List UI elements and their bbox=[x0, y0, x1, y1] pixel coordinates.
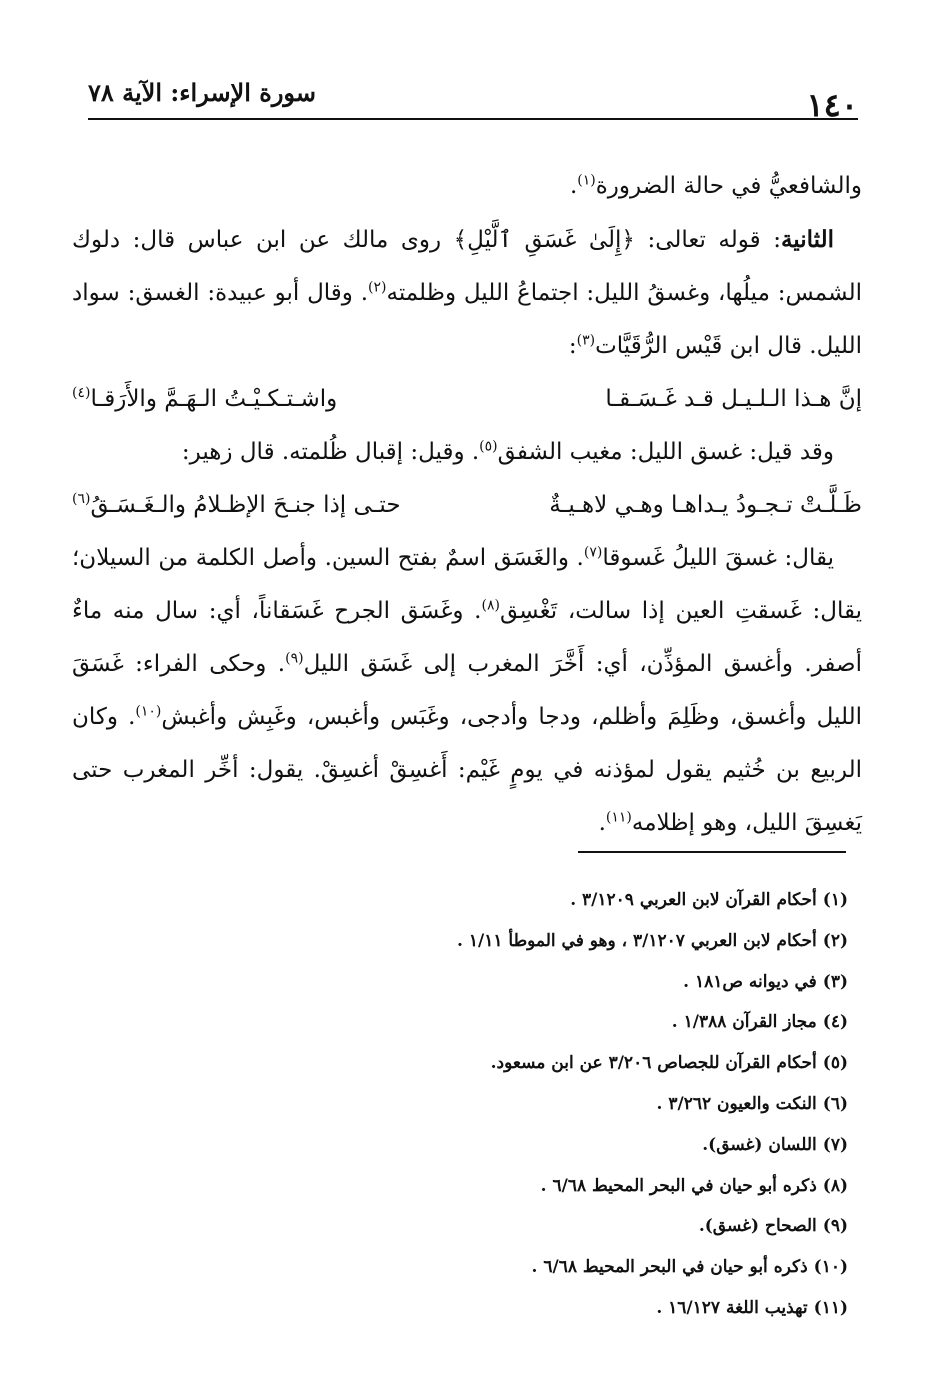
footnote-text: أحكام لابن العربي ٣/١٢٠٧ ، وهو في الموطأ ١/١١ . bbox=[457, 930, 817, 951]
footnote-number: (٩) bbox=[822, 1216, 848, 1237]
poem-verse-1 bbox=[72, 373, 862, 426]
paragraph-2-text-a: : قوله تعالى: ﴿إِلَىٰ غَسَقِ ٱلَّيْلِ﴾ روى مالك عن ابن عباس قال: دلوك الشمس: ميلُها، وغسقُ الليل: اجتماعُ الليل وظلمته bbox=[72, 227, 862, 306]
running-title: سورة الإسراء: الآية ٧٨ bbox=[88, 78, 316, 107]
paragraph-2 bbox=[72, 213, 862, 373]
footnote-number: (٨) bbox=[822, 1175, 848, 1196]
paragraph-4-text-c: . وغَسَق الجرح غَسَقاناً، أي: سال منه ماءٌ أصفر. وأغسق المؤذِّن، أي: أَخَّرَ المغرب إلى غَسَق الليل bbox=[72, 598, 862, 677]
footnote-item bbox=[148, 1247, 848, 1288]
footnote-number: (٣) bbox=[822, 971, 848, 992]
footnote-number: (١٠) bbox=[813, 1257, 848, 1278]
footnote-text: الصحاح (غسق). bbox=[698, 1216, 817, 1237]
paragraph-3 bbox=[72, 426, 862, 479]
footnote-ref-1[interactable]: (١) bbox=[577, 172, 596, 189]
footnote-text: أحكام القرآن لابن العربي ٣/١٢٠٩ . bbox=[570, 890, 817, 910]
footnote-text: مجاز القرآن ١/٣٨٨ . bbox=[671, 1012, 817, 1033]
paragraph-4-text-b: . والغَسَق اسمٌ بفتح السين. وأصل الكلمة من السيلان؛ يقال: غَسقتِ العين إذا سالت، تَغْسِق bbox=[72, 545, 863, 624]
page-number: ١٤٠ bbox=[806, 86, 858, 124]
footnote-separator bbox=[578, 851, 846, 853]
footnote-number: (٢) bbox=[822, 930, 848, 951]
paragraph-4-end: . bbox=[598, 810, 606, 836]
footnote-item bbox=[148, 962, 848, 1003]
footnote-ref-5[interactable]: (٥) bbox=[479, 438, 498, 455]
paragraph-4 bbox=[72, 532, 862, 850]
footnote-text: اللسان (غسق). bbox=[702, 1134, 817, 1155]
paragraph-4-text-d: . وحكى الفراء: غَسَقَ الليل وأغسق، وظَلِمَ وأظلم، ودجا وأدجى، وغَبَس وأغبس، وغَبِش وأغبش bbox=[72, 651, 862, 730]
footnote-item bbox=[148, 1002, 848, 1043]
paragraph-3-text-a: وقد قيل: غسق الليل: مغيب الشفق bbox=[497, 439, 834, 465]
footnote-item bbox=[148, 1288, 848, 1329]
footnote-ref-7[interactable]: (٧) bbox=[583, 544, 603, 561]
footnote-number: (١) bbox=[822, 890, 848, 910]
verse-1-first-hemistich: إنَّ هـذا الـلـيـل قـد غَـسَـقـا bbox=[605, 386, 862, 412]
paragraph-4-text-e: . وكان الربيع بن خُثيم يقول لمؤذنه في يومٍ غَيْم: أَغسِقْ أغسِقْ. يقول: أخِّر المغرب حتى يَغسِقَ الليل، وهو إظلامه bbox=[72, 704, 862, 836]
footnote-ref-9[interactable]: (٩) bbox=[285, 650, 304, 667]
paragraph-1-end: . bbox=[569, 173, 578, 199]
paragraph-2-text-b: . وقال أبو عبيدة: الغسق: سواد الليل. قال ابن قَيْس الرُّقَيَّات bbox=[72, 280, 862, 359]
footnote-item bbox=[148, 1166, 848, 1207]
footnote-ref-11[interactable]: (١١) bbox=[605, 809, 632, 826]
footnote-number: (٦) bbox=[822, 1093, 848, 1114]
footnote-item bbox=[148, 1125, 848, 1166]
footnote-text: ذكره أبو حيان في البحر المحيط ٦/٦٨ . bbox=[540, 1175, 817, 1196]
footnote-ref-8[interactable]: (٨) bbox=[481, 597, 500, 614]
paragraph-1-text: والشافعيُّ في حالة الضرورة bbox=[595, 173, 862, 199]
paragraph-3-text-b: . وقيل: إقبال ظُلمته. قال زهير: bbox=[181, 439, 480, 465]
footnote-number: (٧) bbox=[822, 1134, 848, 1155]
footnote-ref-2[interactable]: (٢) bbox=[368, 279, 387, 296]
verse-2-second-text: حتـى إذا جنـحَ الإظـلامُ والـغَـسَـقُ bbox=[90, 492, 401, 518]
footnote-item bbox=[148, 921, 848, 962]
header-rule bbox=[88, 118, 858, 120]
footnote-text: النكت والعيون ٣/٢٦٢ . bbox=[656, 1093, 817, 1114]
verse-1-second-hemistich: واشـتـكـيْـتُ الـهَـمَّ والأَرَقـا(٤) bbox=[72, 373, 337, 426]
footnote-text: أحكام القرآن للجصاص ٣/٢٠٦ عن ابن مسعود. bbox=[490, 1053, 817, 1074]
footnote-item bbox=[148, 1206, 848, 1247]
footnote-text: ذكره أبو حيان في البحر المحيط ٦/٦٨ . bbox=[531, 1257, 808, 1278]
verse-1-second-text: واشـتـكـيْـتُ الـهَـمَّ والأَرَقـا bbox=[90, 386, 338, 412]
footnote-text: في ديوانه ص١٨١ . bbox=[683, 971, 817, 992]
paragraph-4-text-a: يقال: غسقَ الليلُ غَسوقا bbox=[602, 545, 835, 571]
footnote-item bbox=[148, 1043, 848, 1084]
poem-verse-2 bbox=[72, 479, 862, 532]
paragraph-1 bbox=[72, 160, 862, 213]
footnote-ref-3[interactable]: (٣) bbox=[576, 332, 596, 349]
footnote-text: تهذيب اللغة ١٦/١٢٧ . bbox=[656, 1297, 808, 1318]
footnote-number: (١١) bbox=[813, 1297, 848, 1318]
section-label: الثانية bbox=[780, 226, 834, 253]
verse-2-first-hemistich: ظَـلَّـتْ تـجـودُ يـداهـا وهـي لاهـيـةٌ bbox=[549, 492, 862, 518]
footnote-ref-10[interactable]: (١٠) bbox=[135, 703, 162, 720]
paragraph-2-text-c: : bbox=[568, 333, 577, 359]
verse-2-second-hemistich: حتـى إذا جنـحَ الإظـلامُ والـغَـسَـقُ(٦) bbox=[72, 479, 401, 532]
footnotes bbox=[148, 880, 848, 1329]
footnote-number: (٤) bbox=[822, 1012, 848, 1033]
main-text bbox=[72, 160, 862, 850]
footnote-number: (٥) bbox=[822, 1053, 848, 1074]
footnote-item bbox=[148, 880, 848, 921]
footnote-item bbox=[148, 1084, 848, 1125]
